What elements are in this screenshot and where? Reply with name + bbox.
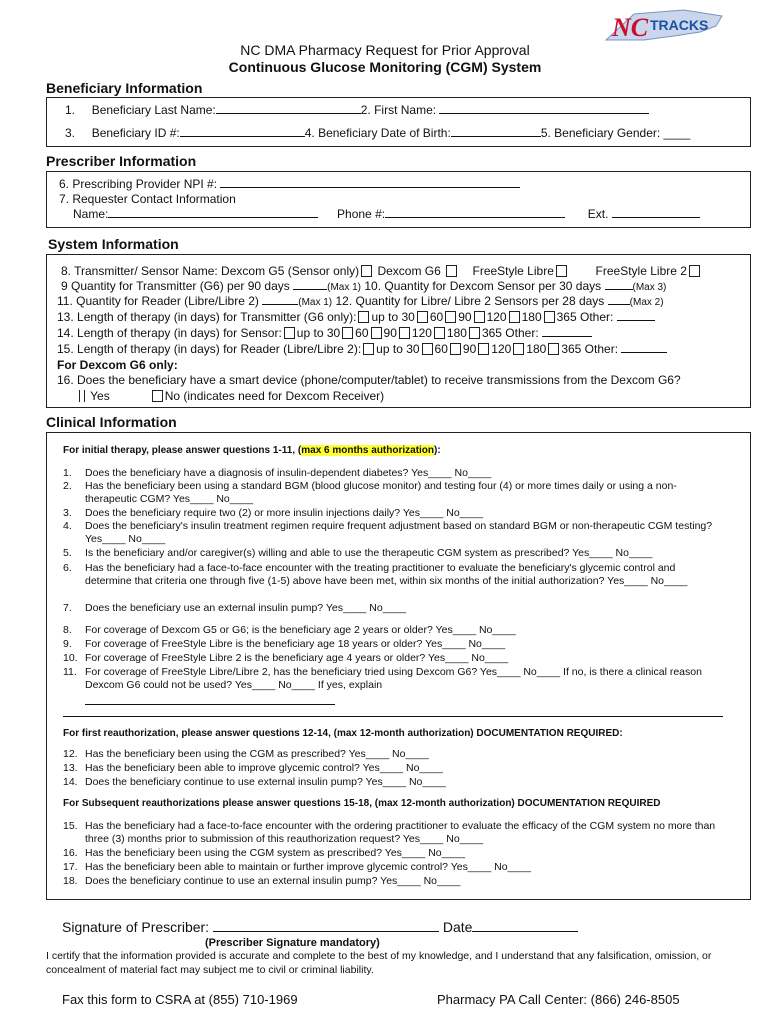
signature-label: Signature of Prescriber:	[62, 919, 210, 935]
q8-label: 8. Transmitter/ Sensor Name: Dexcom G5 (Sensor only)	[61, 264, 360, 278]
q13-365-checkbox[interactable]	[544, 311, 555, 323]
signature-mandatory: (Prescriber Signature mandatory)	[205, 937, 380, 949]
fax-info: Fax this form to CSRA at (855) 710-1969	[62, 992, 298, 1007]
q12-max: (Max 2)	[629, 297, 664, 308]
q12-field[interactable]	[608, 294, 630, 305]
q14-365-checkbox[interactable]	[469, 327, 480, 339]
clinical-q5: 5. Is the beneficiary and/or caregiver(s) willing and able to use the therapeutic CGM system as prescribed? Yes____ No____	[63, 547, 653, 559]
clinical-q18: 18. Does the beneficiary continue to use an external insulin pump? Yes____ No____	[63, 875, 461, 887]
clinical-q10: 10. For coverage of FreeStyle Libre 2 is the beneficiary age 4 years or older? Yes____ No____	[63, 652, 509, 664]
clinical-q8: 8. For coverage of Dexcom G5 or G6; is the beneficiary age 2 years or older? Yes____ No____	[63, 624, 516, 636]
q14-90: 90	[383, 326, 397, 340]
q14-label: 14. Length of therapy (in days) for Sensor:	[57, 326, 282, 340]
q15-60-checkbox[interactable]	[422, 343, 433, 355]
dexcom-g5-checkbox[interactable]	[361, 265, 372, 277]
clinical-q13: 13. Has the beneficiary been able to improve glycemic control? Yes____ No____	[63, 762, 443, 774]
dexcom-g6-label: Dexcom G6	[377, 264, 441, 278]
system-heading: System Information	[48, 236, 179, 252]
q13-other-field[interactable]	[617, 310, 655, 321]
npi-label: 6. Prescribing Provider NPI #:	[59, 177, 218, 191]
npi-field[interactable]	[220, 177, 520, 188]
clinical-q17: 17. Has the beneficiary been able to maintain or further improve glycemic control? Yes____ No____	[63, 861, 531, 873]
q15-180: 180	[526, 342, 547, 356]
q13-365-other: 365 Other:	[556, 310, 614, 324]
clinical-q4: 4. Does the beneficiary's insulin treatment regimen require frequent adjustment based on standard BGM or non-therapeutic CGM testing? Yes____ No____	[63, 520, 713, 546]
initial-tail: ):	[434, 445, 441, 456]
freestyle-libre2-label: FreeStyle Libre 2	[595, 264, 687, 278]
explain-line-1[interactable]	[85, 704, 335, 705]
q10-label: 10. Quantity for Dexcom Sensor per 30 days	[364, 279, 602, 293]
q16-label: 16. Does the beneficiary have a smart device (phone/computer/tablet) to receive transmissions from the Dexcom G6?	[57, 373, 681, 387]
q10-field[interactable]	[605, 279, 633, 290]
q15-120: 120	[491, 342, 512, 356]
form-title: NC DMA Pharmacy Request for Prior Approval	[240, 42, 530, 58]
q13-upto30-checkbox[interactable]	[358, 311, 369, 323]
last-name-field[interactable]	[216, 103, 361, 114]
q16-yes: Yes	[90, 389, 110, 403]
beneficiary-box	[46, 97, 751, 147]
q13-90: 90	[458, 310, 472, 324]
initial-therapy-heading	[63, 445, 441, 458]
q14-upto30: up to 30	[296, 326, 341, 340]
q16-no: No (indicates need for Dexcom Receiver)	[164, 389, 385, 403]
svg-text:NC: NC	[612, 13, 649, 42]
initial-lead: For initial therapy, please answer questions 1-11, (	[63, 445, 302, 456]
q14-90-checkbox[interactable]	[371, 327, 382, 339]
clinical-q14: 14. Does the beneficiary continue to use external insulin pump? Yes____ No____	[63, 776, 446, 788]
date-label: Date	[442, 919, 473, 935]
q16-no-checkbox[interactable]	[152, 390, 163, 402]
q14-120-checkbox[interactable]	[399, 327, 410, 339]
first-name-field[interactable]	[439, 103, 649, 114]
q11-label: 11. Quantity for Reader (Libre/Libre 2)	[57, 294, 259, 308]
q15-180-checkbox[interactable]	[513, 343, 524, 355]
clinical-q11: 11. For coverage of FreeStyle Libre/Libre 2, has the beneficiary tried using Dexcom G6? Yes____ No____ If no, is there a clinical reason Dexcom G6 could not be used? Yes____ No____ If yes, explain	[63, 666, 702, 692]
q10-max: (Max 3)	[632, 282, 667, 293]
q14-180: 180	[446, 326, 467, 340]
q13-upto30: up to 30	[371, 310, 415, 324]
clinical-box	[46, 432, 751, 900]
dob-field[interactable]	[451, 126, 541, 137]
q15-upto30-checkbox[interactable]	[363, 343, 374, 355]
q13-60-checkbox[interactable]	[417, 311, 428, 323]
requester-contact-label: 7. Requester Contact Information	[59, 192, 236, 206]
q14-365-other: 365 Other:	[481, 326, 539, 340]
q13-60: 60	[429, 310, 444, 324]
subsequent-reauth-heading: For Subsequent reauthorizations please answer questions 15-18, (max 12-month authorization) DOCUMENTATION REQUIRED	[63, 798, 661, 809]
dexcom-g6-checkbox[interactable]	[446, 265, 457, 277]
beneficiary-heading: Beneficiary Information	[46, 80, 203, 96]
q13-180: 180	[521, 310, 542, 324]
q15-365-other: 365 Other:	[561, 342, 619, 356]
q15-upto30: up to 30	[376, 342, 420, 356]
clinical-q3: 3. Does the beneficiary require two (2) or more insulin injections daily? Yes____ No____	[63, 507, 484, 519]
clinical-q15: 15. Has the beneficiary had a face-to-face encounter with the ordering practitioner to evaluate the efficacy of the CGM system no more than three (3) months prior to submission of this reauthorization request? Yes____ No____	[63, 820, 716, 846]
system-box	[46, 254, 751, 408]
q13-180-checkbox[interactable]	[509, 311, 520, 323]
date-field[interactable]	[472, 918, 578, 932]
freestyle-libre2-checkbox[interactable]	[689, 265, 700, 277]
svg-text:TRACKS: TRACKS	[650, 17, 709, 33]
explain-line-2[interactable]	[63, 716, 723, 717]
q13-label: 13. Length of therapy (in days) for Transmitter (G6 only):	[57, 310, 357, 324]
freestyle-libre-label: FreeStyle Libre	[472, 264, 554, 278]
q13-120-checkbox[interactable]	[474, 311, 485, 323]
name-label: Name:	[73, 207, 109, 221]
freestyle-libre-checkbox[interactable]	[556, 265, 567, 277]
q3-num: 3.	[65, 126, 76, 140]
q15-60: 60	[434, 342, 448, 356]
certification-text: I certify that the information provided is accurate and complete to the best of my knowledge, and I understand that any falsification, omission, or concealment of material fact may subject me to civil or criminal liability.	[46, 950, 712, 976]
clinical-q7: 7. Does the beneficiary use an external insulin pump? Yes____ No____	[63, 602, 407, 614]
q15-other-field[interactable]	[621, 342, 667, 353]
beneficiary-id-field[interactable]	[180, 126, 305, 137]
q13-120: 120	[486, 310, 507, 324]
q15-90-checkbox[interactable]	[450, 343, 461, 355]
q9-max: (Max 1)	[327, 282, 362, 293]
dob-label: 4. Beneficiary Date of Birth:	[304, 126, 451, 140]
prescriber-box	[46, 171, 751, 228]
q15-90: 90	[462, 342, 477, 356]
q11-max: (Max 1)	[298, 297, 333, 308]
q14-other-field[interactable]	[542, 326, 592, 337]
q14-60-checkbox[interactable]	[342, 327, 353, 339]
initial-highlight: max 6 months authorization	[301, 445, 435, 456]
q14-120: 120	[411, 326, 432, 340]
phone-label: Phone #:	[337, 207, 386, 221]
q9-label: 9 Quantity for Transmitter (G6) per 90 days	[61, 279, 290, 293]
ext-field[interactable]	[612, 207, 700, 218]
q14-60: 60	[355, 326, 369, 340]
q13-90-checkbox[interactable]	[445, 311, 456, 323]
beneficiary-id-label: Beneficiary ID #:	[91, 126, 180, 140]
for-g6-label: For Dexcom G6 only:	[57, 358, 178, 372]
form-subtitle: Continuous Glucose Monitoring (CGM) System	[228, 59, 542, 75]
prescriber-heading: Prescriber Information	[46, 153, 197, 169]
q14-upto30-checkbox[interactable]	[284, 327, 295, 339]
phone-field[interactable]	[385, 207, 565, 218]
contact-name-field[interactable]	[108, 207, 318, 218]
q1-num: 1.	[65, 103, 76, 117]
q15-365-checkbox[interactable]	[548, 343, 559, 355]
clinical-q16: 16. Has the beneficiary been using the CGM system as prescribed? Yes____ No____	[63, 847, 465, 859]
q12-label: 12. Quantity for Libre/ Libre 2 Sensors per 28 days	[335, 294, 605, 308]
gender-label[interactable]: 5. Beneficiary Gender: ____	[540, 126, 691, 140]
nctracks-logo	[604, 6, 726, 46]
q15-label: 15. Length of therapy (in days) for Reader (Libre/Libre 2):	[57, 342, 362, 356]
q15-120-checkbox[interactable]	[478, 343, 489, 355]
q14-180-checkbox[interactable]	[434, 327, 445, 339]
last-name-label: Beneficiary Last Name:	[91, 103, 216, 117]
first-reauth-heading: For first reauthorization, please answer questions 12-14, (max 12-month authorization) DOCUMENTATION REQUIRED:	[63, 728, 623, 739]
ext-label: Ext.	[587, 207, 609, 221]
q11-field[interactable]	[262, 294, 298, 305]
q16-yes-checkbox[interactable]	[79, 390, 85, 402]
signature-field[interactable]	[213, 918, 439, 932]
first-name-label: 2. First Name:	[360, 103, 437, 117]
q9-field[interactable]	[293, 279, 327, 290]
clinical-q1: 1. Does the beneficiary have a diagnosis of insulin-dependent diabetes? Yes____ No____	[63, 467, 492, 479]
clinical-q12: 12. Has the beneficiary been using the CGM as prescribed? Yes____ No____	[63, 748, 429, 760]
call-center-info: Pharmacy PA Call Center: (866) 246-8505	[437, 992, 680, 1007]
clinical-q6: 6. Has the beneficiary had a face-to-face encounter with the treating practitioner to evaluate the beneficiary's glycemic control and determine that criteria one through five (1-5) above have been met, within six months of the initial authorization? Yes____ No____	[63, 562, 688, 588]
clinical-q9: 9. For coverage of FreeStyle Libre is the beneficiary age 18 years or older? Yes____ No____	[63, 638, 506, 650]
clinical-q2: 2. Has the beneficiary been using a standard BGM (blood glucose monitor) and testing four (4) or more times daily or using a non-therapeutic CGM? Yes____ No____	[63, 480, 677, 506]
clinical-heading: Clinical Information	[46, 414, 177, 430]
